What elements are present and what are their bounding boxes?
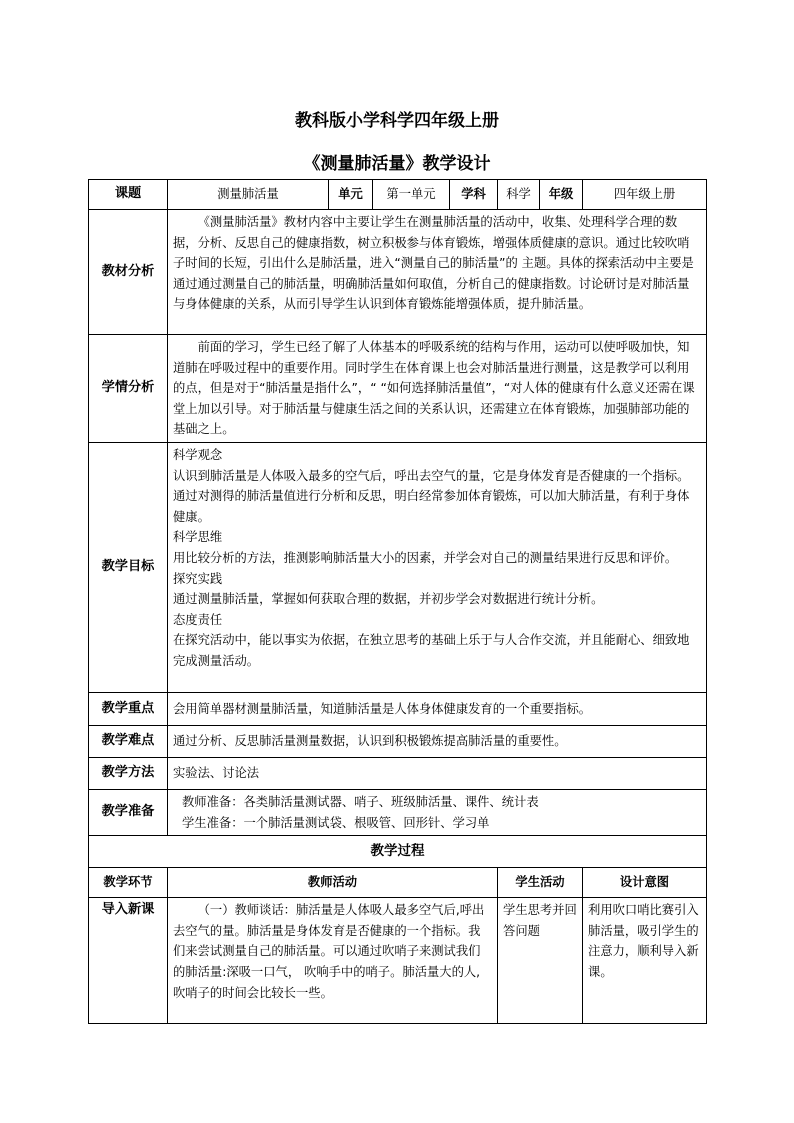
process-col-teacher: 教师活动 (168, 868, 498, 898)
goal-text: 通过测量肺活量，掌握如何获取合理的数据，并初步学会对数据进行统计分析。 (173, 592, 604, 607)
teaching-goals-label: 教学目标 (89, 442, 168, 692)
goal-heading: 科学观念 (173, 447, 223, 462)
unit-value: 第一单元 (373, 180, 450, 210)
goal-heading: 探究实践 (173, 571, 223, 586)
student-analysis-label: 学情分析 (89, 335, 168, 443)
material-analysis-text: 《测量肺活量》教材内容中主要让学生在测量肺活量的活动中，收集、处理科学合理的数据，分析、反思自己的健康指数，树立积极参与体育锻炼，增强体质健康的意识。通过比较吹哨子时间的长短，引出什么是肺活量，进入“测量自己的肺活量”的 主题。具体的探索活动中主要是通过通过测量自己的肺活量，明确肺活量如何取值，分析自己的健康指数。讨论研讨是对肺活量与身体健康的关系，从而引导学生认识到体育锻炼能增强体质，提升肺活量。 (168, 210, 707, 335)
process-col-stage: 教学环节 (89, 868, 168, 898)
preparation-label: 教学准备 (89, 789, 168, 835)
goal-heading: 态度责任 (173, 612, 223, 627)
grade-label: 年级 (540, 180, 583, 210)
methods-text: 实验法、讨论法 (168, 757, 707, 789)
goal-text: 在探究活动中，能以事实为依据，在独立思考的基础上乐于与人合作交流，并且能耐心、细致地完成测量活动。 (173, 633, 690, 668)
key-points-text: 会用简单器材测量肺活量，知道肺活量是人体身体健康发育的一个重要指标。 (168, 692, 707, 725)
process-stage: 导入新课 (89, 898, 168, 1024)
grade-value: 四年级上册 (583, 180, 707, 210)
process-col-intent: 设计意图 (583, 868, 707, 898)
subject-value: 科学 (498, 180, 540, 210)
student-analysis-text: 前面的学习，学生已经了解了人体基本的呼吸系统的结构与作用，运动可以使呼吸加快，知道肺在呼吸过程中的重要作用。同时学生在体育课上也会对肺活量进行测量，这是教学可以利用的点，但是对于“肺活量是指什么”，“ “如何选择肺活量值”，“对人体的健康有什么意义还需在课堂上加以引导。对于肺活量与健康生活之间的关系认识，还需建立在体育锻炼，加强肺部功能的基础之上。 (168, 335, 707, 443)
difficulties-text: 通过分析、反思肺活量测量数据，认识到积极锻炼提高肺活量的重要性。 (168, 725, 707, 757)
methods-label: 教学方法 (89, 757, 168, 789)
process-col-student: 学生活动 (498, 868, 583, 898)
document-title: 教科版小学科学四年级上册 (295, 111, 499, 131)
unit-label: 单元 (329, 180, 373, 210)
goal-text: 用比较分析的方法，推测影响肺活量大小的因素，并学会对自己的测量结果进行反思和评价。 (173, 550, 678, 565)
preparation-content (168, 789, 707, 835)
lesson-plan-table (88, 179, 707, 1024)
process-design-intent: 利用吹口哨比赛引入肺活量，吸引学生的注意力，顺利导入新课。 (583, 898, 707, 1024)
process-student-activity: 学生思考并回答问题 (498, 898, 583, 1024)
material-analysis-label: 教材分析 (89, 210, 168, 335)
difficulties-label: 教学难点 (89, 725, 168, 757)
goal-text: 认识到肺活量是人体吸入最多的空气后，呼出去空气的量，它是身体发育是否健康的一个指标。 通过对测得的肺活量值进行分析和反思，明白经常参加体育锻炼，可以加大肺活量，有利于身体健康。 (173, 468, 690, 524)
teacher-preparation: 教师准备：各类肺活量测试器、哨子、班级肺活量、课件、统计表 (182, 794, 539, 809)
process-heading: 教学过程 (89, 836, 707, 868)
document-subtitle: 《测量肺活量》教学设计 (303, 154, 491, 174)
topic-label: 课题 (89, 180, 168, 210)
table-row (89, 898, 707, 1024)
goal-heading: 科学思维 (173, 530, 223, 545)
key-points-label: 教学重点 (89, 692, 168, 725)
student-preparation: 学生准备：一个肺活量测试袋、根吸管、回形针、学习单 (182, 815, 490, 830)
process-teacher-activity: （一）教师谈话：肺活量是人体吸人最多空气后,呼出去空气的量。肺活量是身体发育是否健康的一个指标。我们来尝试测量自己的肺活量。可以通过吹哨子来测试我们的肺活量:深吸一口气， 吹响手中的哨子。肺活量大的人,吹哨子的时间会比较长一些。 (168, 898, 498, 1024)
topic-value: 测量肺活量 (168, 180, 329, 210)
teaching-goals-content (168, 442, 707, 692)
subject-label: 学科 (450, 180, 498, 210)
